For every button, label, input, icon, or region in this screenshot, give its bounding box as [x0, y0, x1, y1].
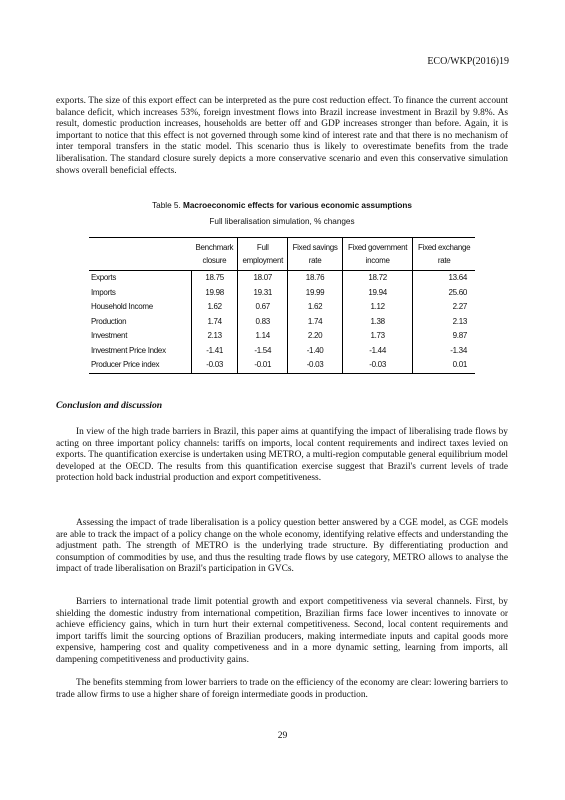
table-row [89, 329, 475, 344]
table-cell: 2.20 [288, 329, 343, 344]
table-cell: 9.87 [413, 329, 475, 344]
table-cell: -1.44 [342, 344, 412, 359]
table-title [56, 201, 508, 210]
table-cell: -0.03 [288, 358, 343, 373]
document-id-header: ECO/WKP(2016)19 [427, 56, 509, 67]
table-cell: -0.03 [342, 358, 412, 373]
table-cell: 0.01 [413, 358, 475, 373]
body-paragraph: Assessing the impact of trade liberalisation is a policy question better answered by a CGE model, as CGE models are able to track the impact of a policy change on the whole economy, identifying relative effects and understanding the adjustment path. The strength of METRO is the underlying trade structure. By differentiating production and consumption of commodities by use, and thus the resulting trade flows by use category, METRO allows to analyse the impact of trade liberalisation on Brazil's participation in GVCs. [56, 518, 508, 575]
page-number: 29 [277, 730, 288, 741]
table-cell: -0.03 [192, 358, 238, 373]
table-cell: 1.74 [192, 315, 238, 330]
intro-paragraph: exports. The size of this export effect can be interpreted as the pure cost reduction effect. To finance the current account balance deficit, which increases 53%, foreign investment flows into Brazil increase investment in Brazil by 9.8%. As result, domestic production increases, households are better off and GDP increases stronger than before. Again, it is important to notice that this effect is not governed through some kind of interest rate and that there is no mechanism of inter temporal transfers in the static model. This scenario thus is likely to overestimate benefits from the trade liberalisation. The standard closure surely depicts a more conservative scenario and even this conservative simulation shows overall beneficial effects. [56, 96, 508, 176]
table-cell: 1.62 [192, 300, 238, 315]
row-label: Investment [91, 331, 128, 340]
row-label: Producer Price index [89, 358, 192, 373]
table-cell: 1.38 [342, 315, 412, 330]
table-cell: 19.94 [342, 286, 412, 301]
table-subtitle: Full liberalisation simulation, % changes [209, 217, 355, 226]
table-cell: -1.41 [192, 344, 238, 359]
table-header-row [89, 238, 475, 271]
column-header: Fixed savings rate [288, 238, 343, 271]
column-header: Benchmark closure [192, 238, 238, 271]
table-cell: 1.62 [288, 300, 343, 315]
table-cell: 0.83 [238, 315, 288, 330]
column-header: Fixed government income [342, 238, 412, 271]
table-cell: 2.13 [192, 329, 238, 344]
macro-effects-table [89, 237, 475, 374]
table-cell: 18.76 [288, 271, 343, 286]
table-cell: -1.54 [238, 344, 288, 359]
table-row [89, 286, 475, 301]
body-paragraph: Barriers to international trade limit potential growth and export competitiveness via several channels. First, by shielding the domestic industry from international competition, Brazilian firms face lower incentives to innovate or achieve efficiency gains, which in turn hurt their external competitiveness. Second, local content requirements and import tariffs limit the sourcing options of Brazilian producers, making intermediate inputs and capital goods more expensive, hampering cost and quality competiveness and in a more dynamic setting, learning from imports, all dampening competitiveness and productivity gains. [56, 597, 508, 665]
table-cell: 25.60 [413, 286, 475, 301]
table-cell: 18.72 [342, 271, 412, 286]
row-label-header [89, 238, 192, 271]
table-cell: 19.99 [288, 286, 343, 301]
body-paragraph: The benefits stemming from lower barriers to trade on the efficiency of the economy are clear: lowering barriers to trade allow firms to use a higher share of foreign intermediate goods in production. [56, 678, 508, 700]
column-header: Full employment [238, 238, 288, 271]
table-cell: -0.01 [238, 358, 288, 373]
table-cell: 1.12 [342, 300, 412, 315]
table-cell: 19.98 [192, 286, 238, 301]
table-row [89, 344, 475, 359]
row-label: Household Income [91, 302, 153, 311]
table-cell: 1.73 [342, 329, 412, 344]
table-cell: 2.27 [413, 300, 475, 315]
table-row [89, 271, 475, 286]
table-label: Table 5. [152, 201, 181, 210]
table-row [89, 358, 475, 373]
table-row [89, 315, 475, 330]
table-cell: 19.31 [238, 286, 288, 301]
column-header: Fixed exchange rate [413, 238, 475, 271]
table-cell: 18.07 [238, 271, 288, 286]
table-cell: -1.40 [288, 344, 343, 359]
row-label: Production [91, 316, 127, 326]
row-label: Investment Price Index [91, 345, 166, 355]
table-cell: 1.74 [288, 315, 343, 330]
section-heading: Conclusion and discussion [56, 400, 163, 411]
table-cell: 1.14 [238, 329, 288, 344]
table-cell: 13.64 [413, 271, 475, 286]
table-row [89, 300, 475, 315]
row-label: Exports [91, 273, 117, 282]
table-cell: 18.75 [192, 271, 238, 286]
table-cell: 0.67 [238, 300, 288, 315]
body-paragraph: In view of the high trade barriers in Brazil, this paper aims at quantifying the impact of liberalising trade flows by acting on three important policy channels: tariffs on imports, local content requirements and indirect taxes levied on exports. The quantification exercise is undertaken using METRO, a multi-region computable general equilibrium model developed at the OECD. The results from this quantification exercise suggest that Brazil's current levels of trade protection hold back industrial production and export competitiveness. [56, 427, 508, 484]
table-cell: 2.13 [413, 315, 475, 330]
table-title-text: Macroeconomic effects for various economic assumptions [183, 201, 412, 210]
row-label: Imports [91, 287, 116, 297]
table-cell: -1.34 [413, 344, 475, 359]
